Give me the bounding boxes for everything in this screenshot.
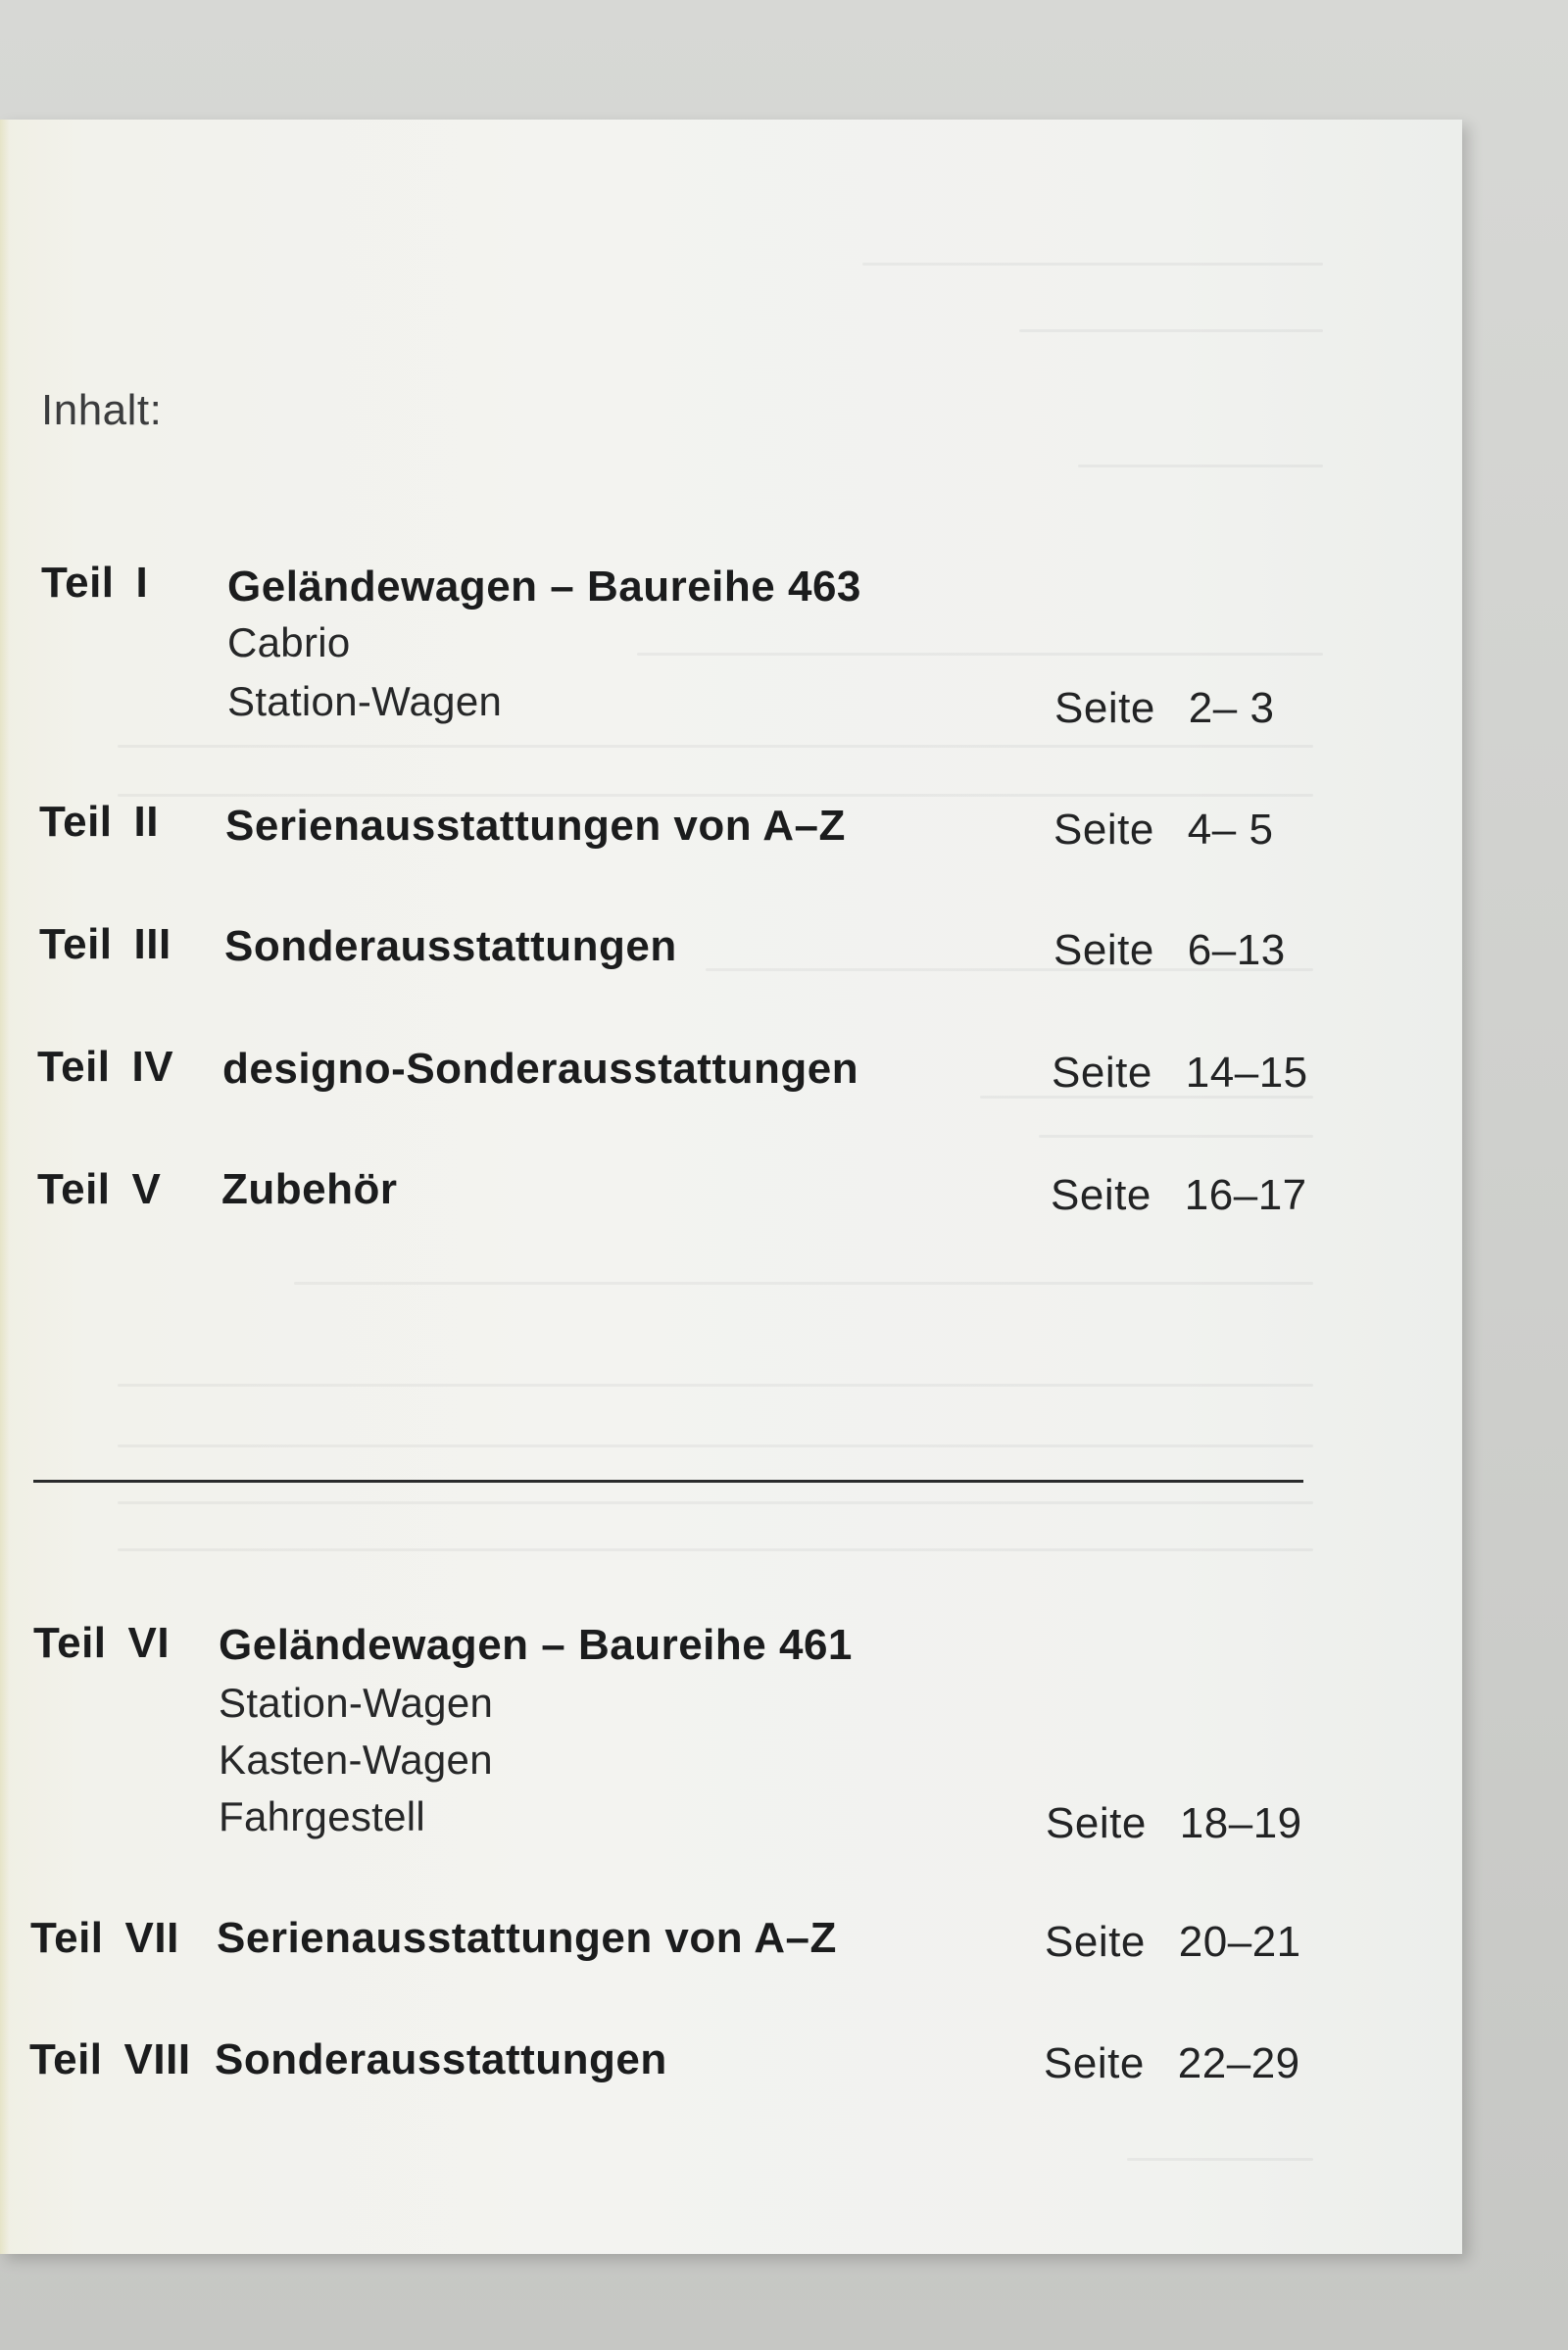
page-word: Seite — [1046, 1799, 1147, 1847]
part-title: designo-Sonderausstattungen — [222, 1045, 859, 1093]
page-range — [1052, 1049, 1308, 1098]
part-label — [33, 1619, 170, 1668]
page-numbers: 18–19 — [1179, 1799, 1302, 1847]
document-page — [0, 120, 1462, 2254]
page-word: Seite — [1052, 1049, 1152, 1097]
page-numbers: 20–21 — [1178, 1918, 1301, 1966]
part-word: Teil — [37, 1043, 111, 1091]
part-title: Sonderausstattungen — [215, 2035, 667, 2083]
page-range — [1054, 684, 1274, 733]
part-label — [37, 1165, 161, 1214]
part-label — [39, 920, 172, 969]
part-word: Teil — [39, 920, 113, 968]
show-through-line — [118, 1501, 1313, 1504]
show-through-line — [1019, 329, 1323, 332]
show-through-line — [1078, 465, 1323, 467]
page-numbers: 14–15 — [1185, 1049, 1308, 1097]
show-through-line — [118, 745, 1313, 748]
page-word: Seite — [1044, 2039, 1145, 2087]
part-title: Serienausstattungen von A–Z — [225, 802, 846, 850]
page-numbers: 6–13 — [1187, 926, 1286, 974]
show-through-line — [118, 794, 1313, 797]
page-range — [1044, 2039, 1300, 2088]
part-word: Teil — [39, 798, 113, 846]
show-through-line — [118, 1444, 1313, 1447]
part-number: IV — [131, 1043, 174, 1091]
part-subtitle: Station-Wagen — [227, 678, 503, 724]
section-divider — [33, 1480, 1303, 1483]
part-word: Teil — [30, 1914, 104, 1962]
page-numbers: 22–29 — [1177, 2039, 1300, 2087]
part-number: VIII — [123, 2035, 191, 2083]
page-word: Seite — [1045, 1918, 1146, 1966]
page-numbers: 16–17 — [1184, 1171, 1307, 1219]
part-number: VI — [127, 1619, 171, 1667]
show-through-line — [637, 653, 1323, 656]
part-title: Zubehör — [221, 1165, 398, 1213]
part-subtitle: Cabrio — [227, 619, 351, 665]
part-number: II — [133, 798, 159, 846]
part-label — [29, 2035, 191, 2084]
page-range — [1054, 926, 1286, 975]
part-subtitle: Fahrgestell — [219, 1793, 426, 1839]
part-label — [30, 1914, 179, 1963]
show-through-line — [1039, 1135, 1313, 1138]
part-number: I — [135, 559, 149, 607]
page-word: Seite — [1051, 1171, 1152, 1219]
part-word: Teil — [29, 2035, 103, 2083]
part-number: V — [131, 1165, 162, 1213]
part-label — [39, 798, 159, 847]
part-title: Sonderausstattungen — [224, 922, 677, 970]
part-word: Teil — [37, 1165, 111, 1213]
show-through-line — [118, 1384, 1313, 1387]
part-title: Serienausstattungen von A–Z — [217, 1914, 837, 1962]
show-through-line — [1127, 2158, 1313, 2161]
part-subtitle: Kasten-Wagen — [219, 1737, 493, 1783]
show-through-line — [862, 263, 1323, 266]
show-through-line — [118, 1548, 1313, 1551]
contents-heading: Inhalt: — [41, 386, 163, 434]
part-label — [37, 1043, 173, 1092]
page-range — [1046, 1799, 1302, 1848]
part-number: III — [133, 920, 172, 968]
part-subtitle: Station-Wagen — [219, 1680, 494, 1726]
show-through-line — [294, 1282, 1313, 1285]
part-label — [41, 559, 148, 608]
page-numbers: 2– 3 — [1188, 684, 1275, 732]
page-numbers: 4– 5 — [1187, 806, 1274, 854]
part-number: VII — [124, 1914, 179, 1962]
part-title: Geländewagen – Baureihe 461 — [219, 1621, 853, 1669]
page-word: Seite — [1054, 684, 1155, 732]
part-title: Geländewagen – Baureihe 463 — [227, 563, 861, 611]
part-word: Teil — [41, 559, 115, 607]
page-word: Seite — [1054, 806, 1154, 854]
page-range — [1051, 1171, 1307, 1220]
page-word: Seite — [1054, 926, 1154, 974]
page-range — [1054, 806, 1273, 855]
part-word: Teil — [33, 1619, 107, 1667]
page-range — [1045, 1918, 1301, 1967]
page-edge — [0, 120, 10, 2254]
